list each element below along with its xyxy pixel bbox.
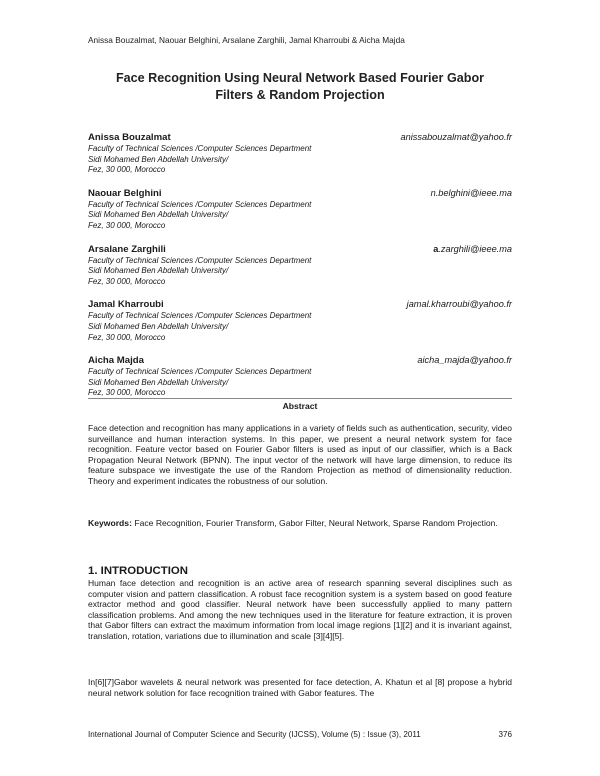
- author-email: anissabouzalmat@yahoo.fr: [400, 132, 512, 142]
- author-affiliation-department: Faculty of Technical Sciences /Computer Sciences Department: [88, 199, 312, 209]
- author-affiliation-department: Faculty of Technical Sciences /Computer Sciences Department: [88, 144, 312, 153]
- keywords-label: Keywords:: [88, 518, 132, 528]
- author-affiliation-department: Faculty of Technical Sciences /Computer Sciences Department: [88, 367, 312, 377]
- intro-paragraph-2: In[6][7]Gabor wavelets & neural network was presented for face detection, A. Khatun et al [8] propose a hybrid neural network solution for face recognition trained with Gabor features. The: [88, 677, 512, 698]
- author-email: [433, 243, 512, 256]
- author-affiliation-city: Fez, 30 000, Morocco: [88, 332, 166, 342]
- author-affiliation-city: Fez, 30 000, Morocco: [88, 165, 166, 175]
- author-affiliation-city: Fez, 30 000, Morocco: [88, 220, 166, 230]
- paper-title: [80, 70, 520, 104]
- abstract-text: Face detection and recognition has many applications in a variety of fields such as authentication, security, video surveillance and human interaction systems. In this paper, we present a neural network system for face recognition. Feature vector based on Fourier Gabor filters is used as input of our classifier, which is a Back Propagation Neural Network (BPNN). The input vector of the network will have large dimension, to reduce its feature subspace we investigate the use of the Random Projection as method of dimensionality reduction. Theory and experiment indicates the robustness of our solution.: [88, 423, 512, 486]
- keywords: [88, 516, 512, 531]
- author-block: [88, 354, 512, 399]
- author-email: jamal.kharroubi@yahoo.fr: [406, 299, 512, 310]
- author-email-prefix: a: [433, 243, 439, 254]
- page-footer: [88, 730, 512, 739]
- author-list: [88, 131, 512, 410]
- author-name: Anissa Bouzalmat: [88, 132, 171, 143]
- author-email: aicha_majda@yahoo.fr: [417, 355, 512, 366]
- section-heading-introduction: 1. INTRODUCTION: [88, 565, 188, 577]
- author-affiliation-city: Fez, 30 000, Morocco: [88, 388, 166, 398]
- page-number: 376: [498, 730, 512, 739]
- author-affiliation-department: Faculty of Technical Sciences /Computer Sciences Department: [88, 255, 312, 265]
- author-name: Arsalane Zarghili: [88, 243, 166, 255]
- author-block: [88, 243, 512, 288]
- author-name: Aicha Majda: [88, 355, 144, 367]
- running-head: Anissa Bouzalmat, Naouar Belghini, Arsalane Zarghili, Jamal Kharroubi & Aicha Majda: [88, 35, 405, 45]
- author-affiliation-university: Sidi Mohamed Ben Abdellah University/: [88, 321, 229, 331]
- author-affiliation-university: Sidi Mohamed Ben Abdellah University/: [88, 377, 229, 387]
- author-affiliation-university: Sidi Mohamed Ben Abdellah University/: [88, 210, 229, 220]
- author-block: [88, 298, 512, 343]
- author-email: n.belghini@ieee.ma: [430, 187, 512, 198]
- intro-paragraph-1: Human face detection and recognition is an active area of research spanning several disciplines such as computer vision and pattern classification. A robust face recognition system is a system based on good feature extractor method and good classifier. Neural network have been successfully applied to many pattern classification problems. And among the new techniques used in the literature for feature extraction, it is proven that Gabor filters can extract the maximum information from local image regions [1][2] and it is invariant against, translation, rotation, variations due to illumination and scale [3][4][5].: [88, 578, 512, 641]
- author-email-rest: .zarghili@ieee.ma: [438, 243, 512, 254]
- title-line-1: Face Recognition Using Neural Network Based Fourier Gabor: [115, 71, 485, 85]
- author-affiliation-department: Faculty of Technical Sciences /Computer Sciences Department: [88, 311, 312, 321]
- author-affiliation-university: Sidi Mohamed Ben Abdellah University/: [88, 154, 229, 164]
- author-name: Jamal Kharroubi: [88, 299, 164, 311]
- footer-journal: International Journal of Computer Science and Security (IJCSS), Volume (5) : Issue (3), 2011: [88, 730, 421, 739]
- author-affiliation-university: Sidi Mohamed Ben Abdellah University/: [88, 266, 229, 276]
- author-block: [88, 131, 512, 176]
- author-affiliation-city: Fez, 30 000, Morocco: [88, 276, 166, 286]
- abstract-heading: Abstract: [282, 401, 318, 411]
- title-line-2: Filters & Random Projection: [215, 88, 385, 102]
- author-name: Naouar Belghini: [88, 187, 162, 199]
- keywords-text: Face Recognition, Fourier Transform, Gabor Filter, Neural Network, Sparse Random Projection.: [131, 518, 498, 528]
- author-block: [88, 187, 512, 232]
- abstract-divider: [88, 398, 512, 399]
